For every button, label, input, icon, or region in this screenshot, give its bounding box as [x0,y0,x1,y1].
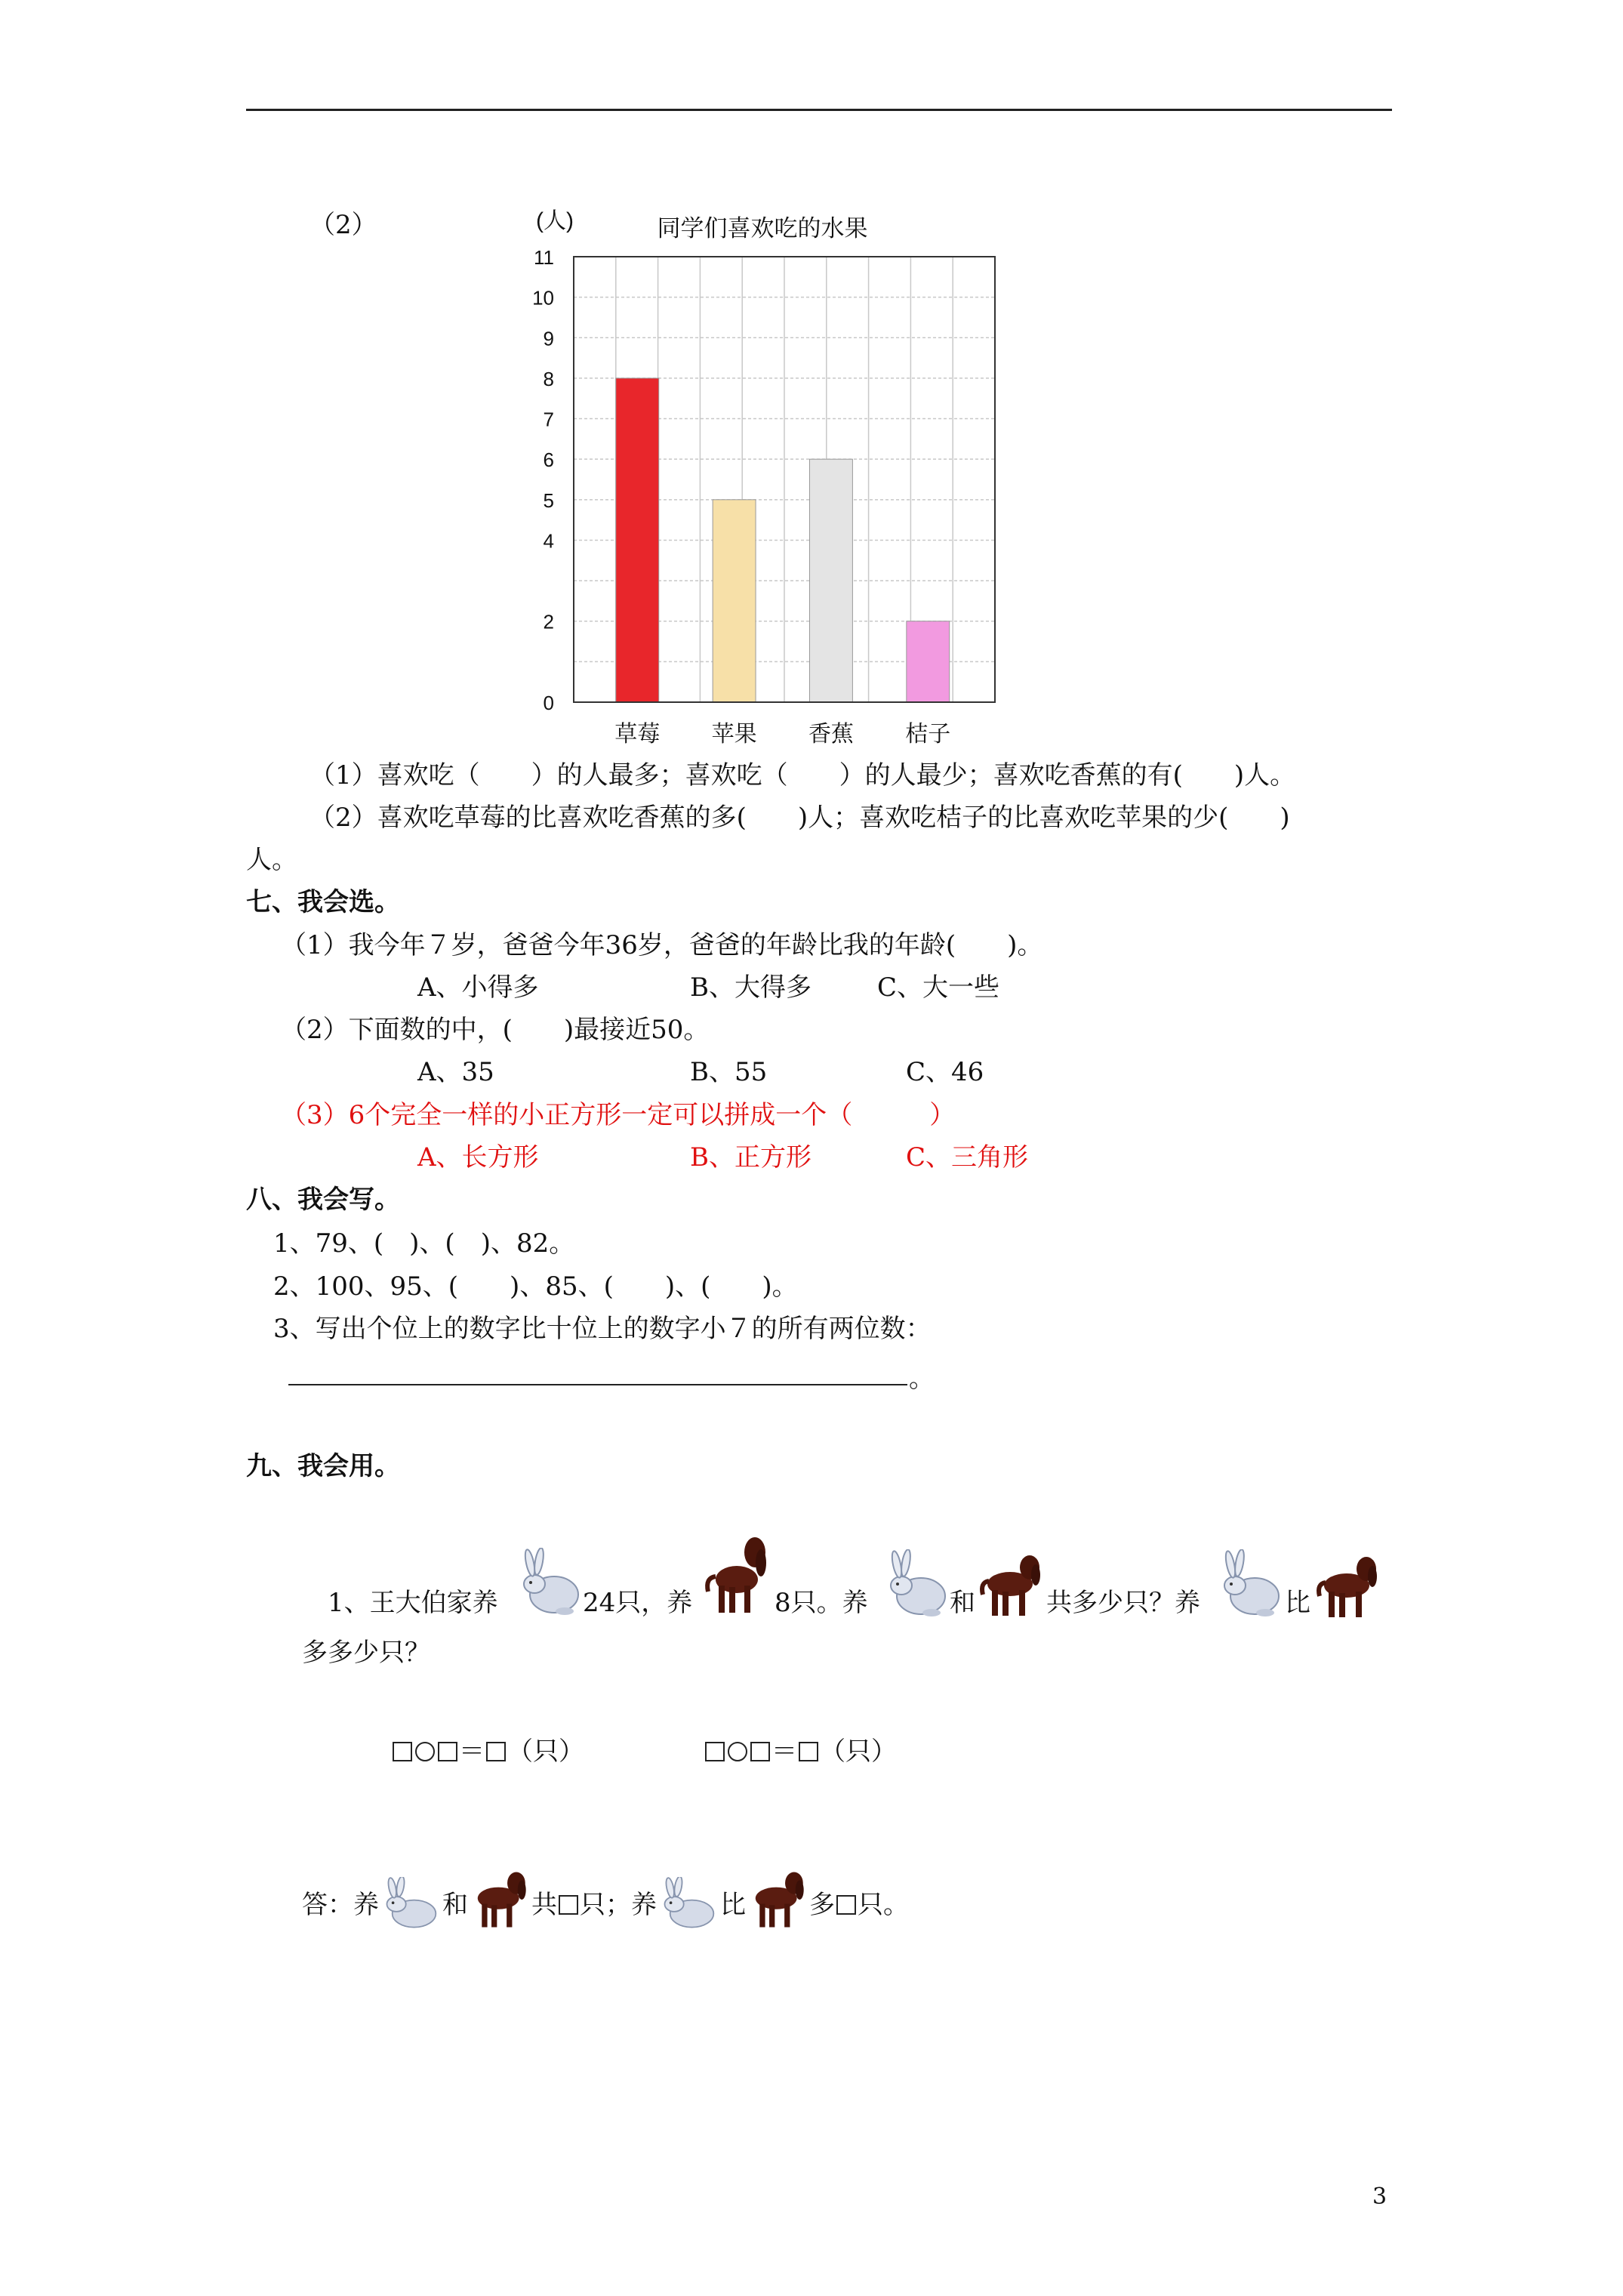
chart-y-axis-label: (人) [536,208,574,233]
rabbit-icon [886,1549,948,1619]
rabbit-icon [519,1548,581,1617]
s7-q2-option-c: C、46 [906,1057,984,1087]
answer-box[interactable] [559,1895,578,1915]
dog-icon [746,1868,809,1931]
s7-question-3: （3）6个完全一样的小正方形一定可以拼成一个（ ） [281,1100,956,1130]
eq-unit: （只） [820,1737,897,1767]
chart-question-1: （1）喜欢吃（ ）的人最多；喜欢吃（ ）的人最少；喜欢吃香蕉的有( )人。 [310,760,1296,791]
y-tick-label: 7 [543,408,554,431]
s7-q2-option-b: B、55 [690,1057,768,1087]
y-tick-label: 4 [543,529,554,553]
y-tick-label: 2 [543,610,554,633]
y-tick-label: 10 [532,286,554,310]
answer-and: 和 [442,1890,468,1920]
answer-more: 多 [809,1890,835,1920]
answer-box[interactable] [486,1742,506,1761]
x-tick-label: 草莓 [614,722,661,747]
y-tick-label: 9 [543,327,554,350]
s7-q3-option-b: B、正方形 [690,1142,812,1173]
s9-q1-part3: 8只。养 [775,1588,868,1618]
x-tick-label: 香蕉 [808,722,854,747]
bar [713,500,756,702]
bar [809,459,852,702]
s8-question-1: 1、79、( )、( )、82。 [273,1228,575,1259]
s7-q2-option-a: A、35 [417,1057,494,1087]
s7-q1-option-a: A、小得多 [417,972,539,1003]
s7-q1-option-b: B、大得多 [690,972,812,1003]
dog-icon [977,1551,1046,1620]
bar [907,621,950,702]
rabbit-icon [379,1877,442,1931]
answer-than: 比 [720,1890,746,1920]
operator-circle[interactable] [728,1742,747,1761]
s8-question-2: 2、100、95、( )、85、( )、( )。 [273,1271,798,1302]
bar [616,378,659,702]
s9-q1-line2: 多多少只？ [302,1638,430,1668]
x-tick-label: 桔子 [905,722,951,747]
y-tick-label: 8 [543,367,554,390]
y-tick-label: 0 [543,692,554,714]
dog-icon [468,1868,531,1931]
answer-box[interactable] [438,1742,457,1761]
fruit-bar-chart [0,0,1623,755]
answer-prefix: 答：养 [302,1890,379,1920]
rabbit-icon [1220,1549,1282,1619]
s9-q1-and: 和 [950,1588,975,1618]
s9-q1-part1: 1、王大伯家养 [328,1588,498,1618]
chart-title: 同学们喜欢吃的水果 [657,215,868,242]
answer-box[interactable] [393,1742,412,1761]
page-number: 3 [1372,2184,1387,2210]
s7-q1-option-c: C、大一些 [877,972,1000,1003]
answer-box[interactable] [750,1742,770,1761]
chart-question-2: （2）喜欢吃草莓的比喜欢吃香蕉的多( )人；喜欢吃桔子的比喜欢吃苹果的少( ) [310,803,1290,833]
s9-q1-part4: 共多少只？养 [1046,1588,1200,1618]
answer-total: 共 [531,1890,557,1920]
s8-question-3: 3、写出个位上的数字比十位上的数字小７的所有两位数： [273,1314,932,1344]
equation-2: ＝ （只） [704,1737,897,1767]
answer-box[interactable] [836,1895,856,1915]
section7-heading: 七、我会选。 [246,887,400,917]
chart-x-ticks [614,722,950,747]
s9-q1-than: 比 [1285,1588,1310,1618]
chart-y-ticks [532,246,554,714]
chart-question-2-cont: 人。 [246,845,297,875]
s7-q3-option-c: C、三角形 [906,1142,1029,1173]
dog-icon [1313,1552,1383,1622]
rabbit-icon [657,1877,720,1931]
answer-line [288,1384,907,1385]
section9-heading: 九、我会用。 [246,1451,400,1481]
s9-q1-part2: 24只，养 [583,1588,693,1618]
y-tick-label: 5 [543,488,554,512]
dog-icon [702,1533,771,1617]
answer-sentence [302,1868,909,1931]
y-tick-label: 6 [543,448,554,472]
eq-unit: （只） [507,1737,584,1767]
answer-more-unit: 只。 [858,1890,909,1920]
y-tick-label: 11 [534,246,554,269]
item-label: （2） [310,210,377,240]
answer-box[interactable] [799,1742,818,1761]
operator-circle[interactable] [415,1742,435,1761]
answer-box[interactable] [705,1742,725,1761]
equation-1: ＝ （只） [391,1737,584,1767]
s7-question-2: （2）下面数的中，( )最接近50。 [281,1015,710,1045]
s7-q3-option-a: A、长方形 [417,1142,539,1173]
answer-line-end: 。 [909,1364,935,1394]
section8-heading: 八、我会写。 [246,1185,400,1215]
s7-question-1: （1）我今年７岁，爸爸今年36岁，爸爸的年龄比我的年龄( )。 [281,930,1043,960]
answer-total-unit: 只；养 [580,1890,657,1920]
x-tick-label: 苹果 [711,722,757,747]
